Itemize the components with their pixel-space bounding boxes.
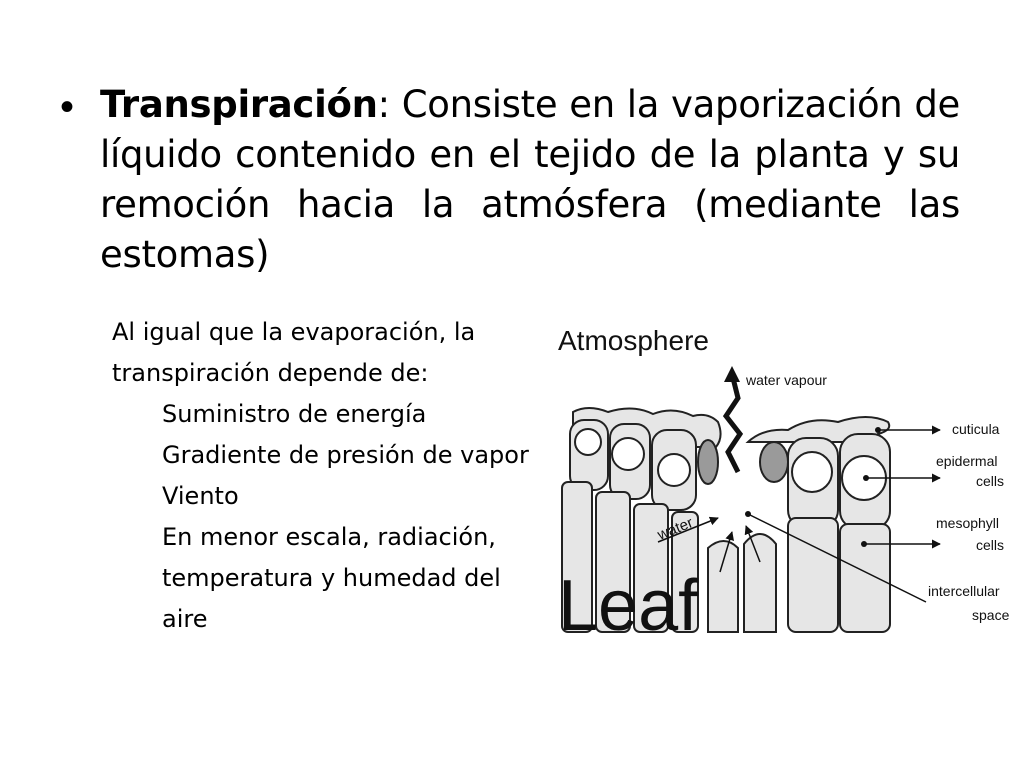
cuticula-dot [875, 427, 881, 433]
leaf-label: Leaf [558, 566, 699, 646]
intercellular-label-1: intercellular [928, 583, 1000, 599]
epidermal-label-2: cells [976, 473, 1005, 489]
epidermal-dot [863, 475, 869, 481]
epidermal-label-1: epidermal [936, 453, 998, 469]
epidermal-cells-right [760, 434, 890, 529]
factor-vapor-pressure: Gradiente de presión de vapor [162, 441, 529, 469]
mesophyll-label-2: cells [976, 537, 1005, 553]
cuticula-label: cuticula [952, 421, 1000, 437]
main-bullet [60, 80, 960, 280]
mesophyll-dot [861, 541, 867, 547]
bullet-term: Transpiración [100, 83, 378, 126]
bullet-dot: • [60, 85, 75, 129]
diagram-title: Atmosphere [558, 325, 709, 356]
list-intro-line-1: Al igual que la evaporación, la [112, 318, 476, 346]
factors-items [112, 394, 532, 640]
water-vapour-arrow [726, 374, 740, 472]
water-vapour-arrowhead-icon [724, 366, 740, 382]
leaf-transpiration-diagram [548, 312, 1018, 652]
bullet-definition: : Consiste en la vaporización de líquido contenido en el tejido de la planta y su remoción hacia la atmósfera (mediante las estomas) [100, 83, 960, 276]
intercellular-label-2: space [972, 607, 1010, 623]
bullet-paragraph [100, 80, 960, 280]
factor-wind: Viento [162, 482, 239, 510]
factor-minor: En menor escala, radiación, temperatura y humedad del aire [162, 523, 501, 633]
mesophyll-label-1: mesophyll [936, 515, 1000, 531]
factor-energy: Suministro de energía [162, 400, 427, 428]
water-vapour-label: water vapour [746, 372, 827, 388]
water-label: water [655, 514, 696, 544]
list-intro-line-2: transpiración depende de: [112, 359, 429, 387]
factors-list [112, 312, 532, 640]
